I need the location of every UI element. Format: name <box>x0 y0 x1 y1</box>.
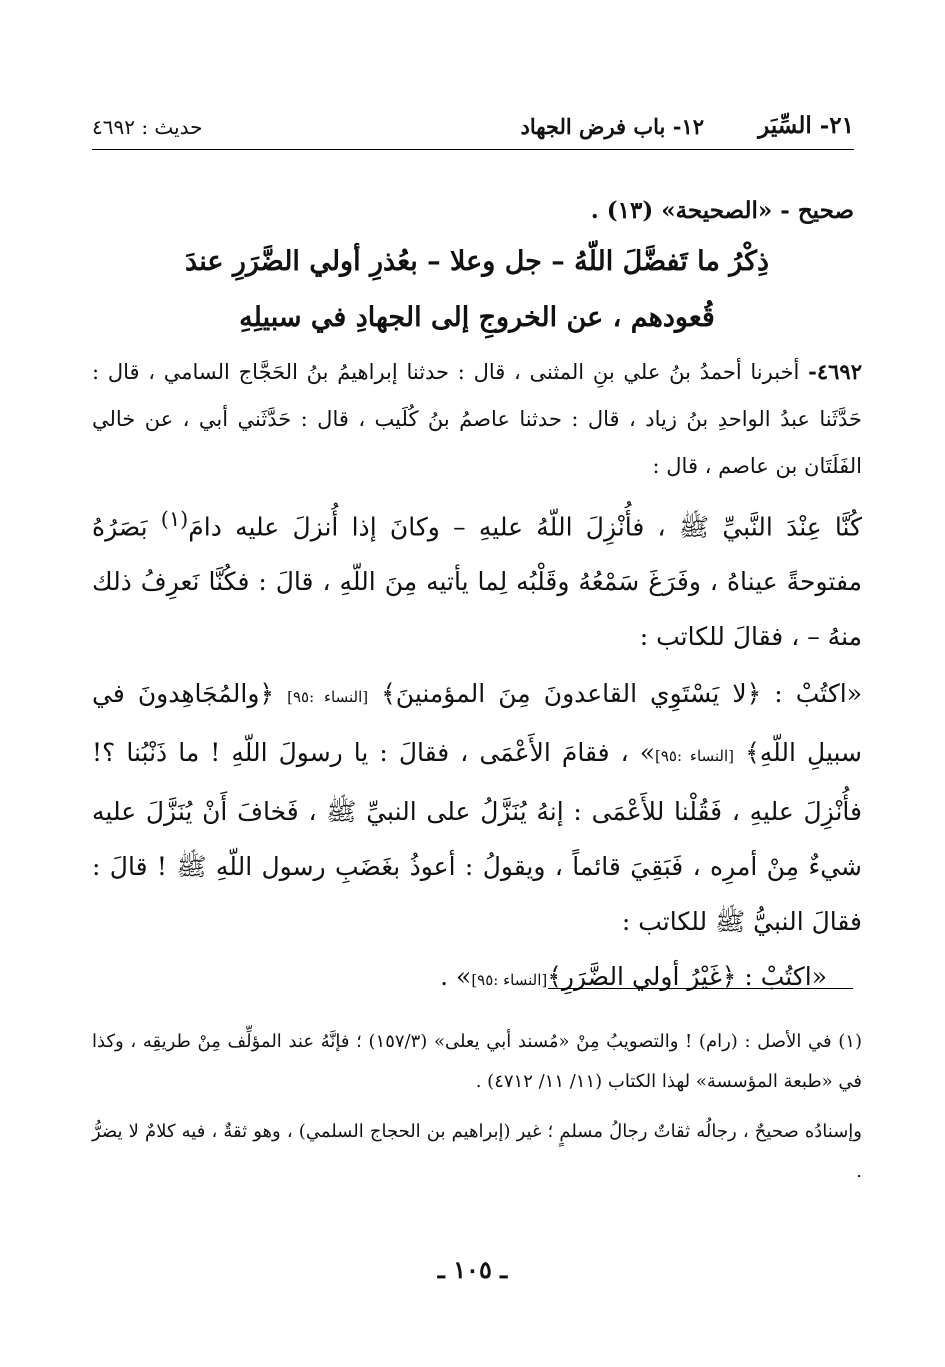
quran-reference-1: [النساء :٩٥] <box>287 688 369 707</box>
heading-line-2: قُعودهم ، عن الخروجِ إلى الجهادِ في سبيلِهِ <box>239 302 715 333</box>
matn-text-2a: «اكتُبْ : ﴿لا يَسْتَوِي القاعدونَ مِنَ المؤمنينَ﴾ <box>381 679 862 709</box>
hadith-number-label: حديث : ٤٦٩٢ <box>92 115 203 139</box>
hadith-matn-3 <box>92 949 827 1008</box>
heading-line-1: ذِكْرُ ما تَفضَّلَ اللّهُ – جل وعلا – بعُذرِ أولي الضَّرَرِ عندَ <box>185 246 769 277</box>
matn-text-1: كُنَّا عِنْدَ النَّبيِّ ﷺ ، فأُنْزِلَ اللّهُ عليهِ – وكانَ إذا أُنزلَ عليه دامَ <box>188 512 862 542</box>
matn-text-2b: ﴿والمُجَاهِدونَ في سبيلِ اللّهِ﴾ <box>92 679 862 768</box>
page-number: ـ ١٠٥ ـ <box>437 1255 508 1284</box>
hadith-matn-1 <box>92 492 862 664</box>
hadith-matn-2 <box>92 666 862 949</box>
main-text <box>92 192 862 1008</box>
chapter-title: ٢١- السِّيَر <box>758 112 854 139</box>
header-divider <box>92 149 854 150</box>
chapter-heading <box>92 234 862 346</box>
matn-text-2c: » ، فقامَ الأَعْمَى ، فقالَ : يا رسولَ اللّهِ ! ما ذَنْبُنا ؟! فأُنْزِلَ عليهِ ، فَقُلْنا للأَعْمَى : إنهُ يُنَزَّلُ على النبيِّ ﷺ ، فَخافَ أَنْ يُنَزَّلَ عليه شيءٌ مِنْ أمرِه ، فَبَقِيَ قائماً ، ويقولُ : أعوذُ بغَضَبِ رسول اللّهِ ﷺ ! قالَ : فقالَ النبيُّ ﷺ للكاتب : <box>92 738 862 937</box>
hadith-isnad <box>92 348 862 490</box>
footnote-divider <box>548 988 853 989</box>
hadith-number: ٤٦٩٢- <box>808 359 862 384</box>
quran-reference-2: [النساء :٩٥] <box>655 747 735 766</box>
running-header <box>92 112 854 148</box>
footnote-marker[interactable]: (١) <box>160 507 189 531</box>
footnote-2: وإسنادُه صحيحٌ ، رجالُه ثقاتٌ رجالُ مسلمٍ ؛ غير (إبراهيم بن الحجاج السلمي) ، وهو ثقةٌ ، فيه كلامٌ لا يضرُّ . <box>92 1121 862 1182</box>
footnotes <box>92 1022 862 1202</box>
matn-text-3a: «اكتُبْ : ﴿غَيْرُ أولي الضَّرَرِ﴾ <box>547 962 827 992</box>
footnote-1: (١) في الأصل : (رام) ! والتصويبُ مِنْ «مُسند أبي يعلى» (١٥٧/٣) ؛ فإنَّهُ عند المؤلِّف مِنْ طريقِه ، وكذا في «طبعة المؤسسة» لهذا الكتاب (١١/ ١١/ ٤٧١٢) . <box>92 1031 862 1092</box>
matn-text-3b: » . <box>440 962 472 992</box>
matn-text-1b: بَصَرُهُ مفتوحةً عيناهُ ، وفَرَغَ سَمْعُهُ وقَلْبُه لِما يأتيه مِنَ اللّهِ ، قالَ : فكُنَّا نَعرِفُ ذلك منهُ – ، فقالَ للكاتب : <box>92 512 862 652</box>
isnad-text: أخبرنا أحمدُ بنُ علي بنِ المثنى ، قال : حدثنا إبراهيمُ بنُ الحَجَّاج السامي ، قال : حَدَّثَنا عبدُ الواحدِ بنُ زياد ، قال : حدثنا عاصمُ بنُ كُلَيب ، قال : حَدَّثَني أبي ، عن خالي الفَلَتَان بن عاصم ، قال : <box>92 360 862 478</box>
section-title: ١٢- باب فرض الجهاد <box>520 114 704 139</box>
grade-line: صحيح - «الصحيحة» (١٣) . <box>590 197 854 224</box>
quran-reference-3: [النساء :٩٥] <box>471 971 548 990</box>
